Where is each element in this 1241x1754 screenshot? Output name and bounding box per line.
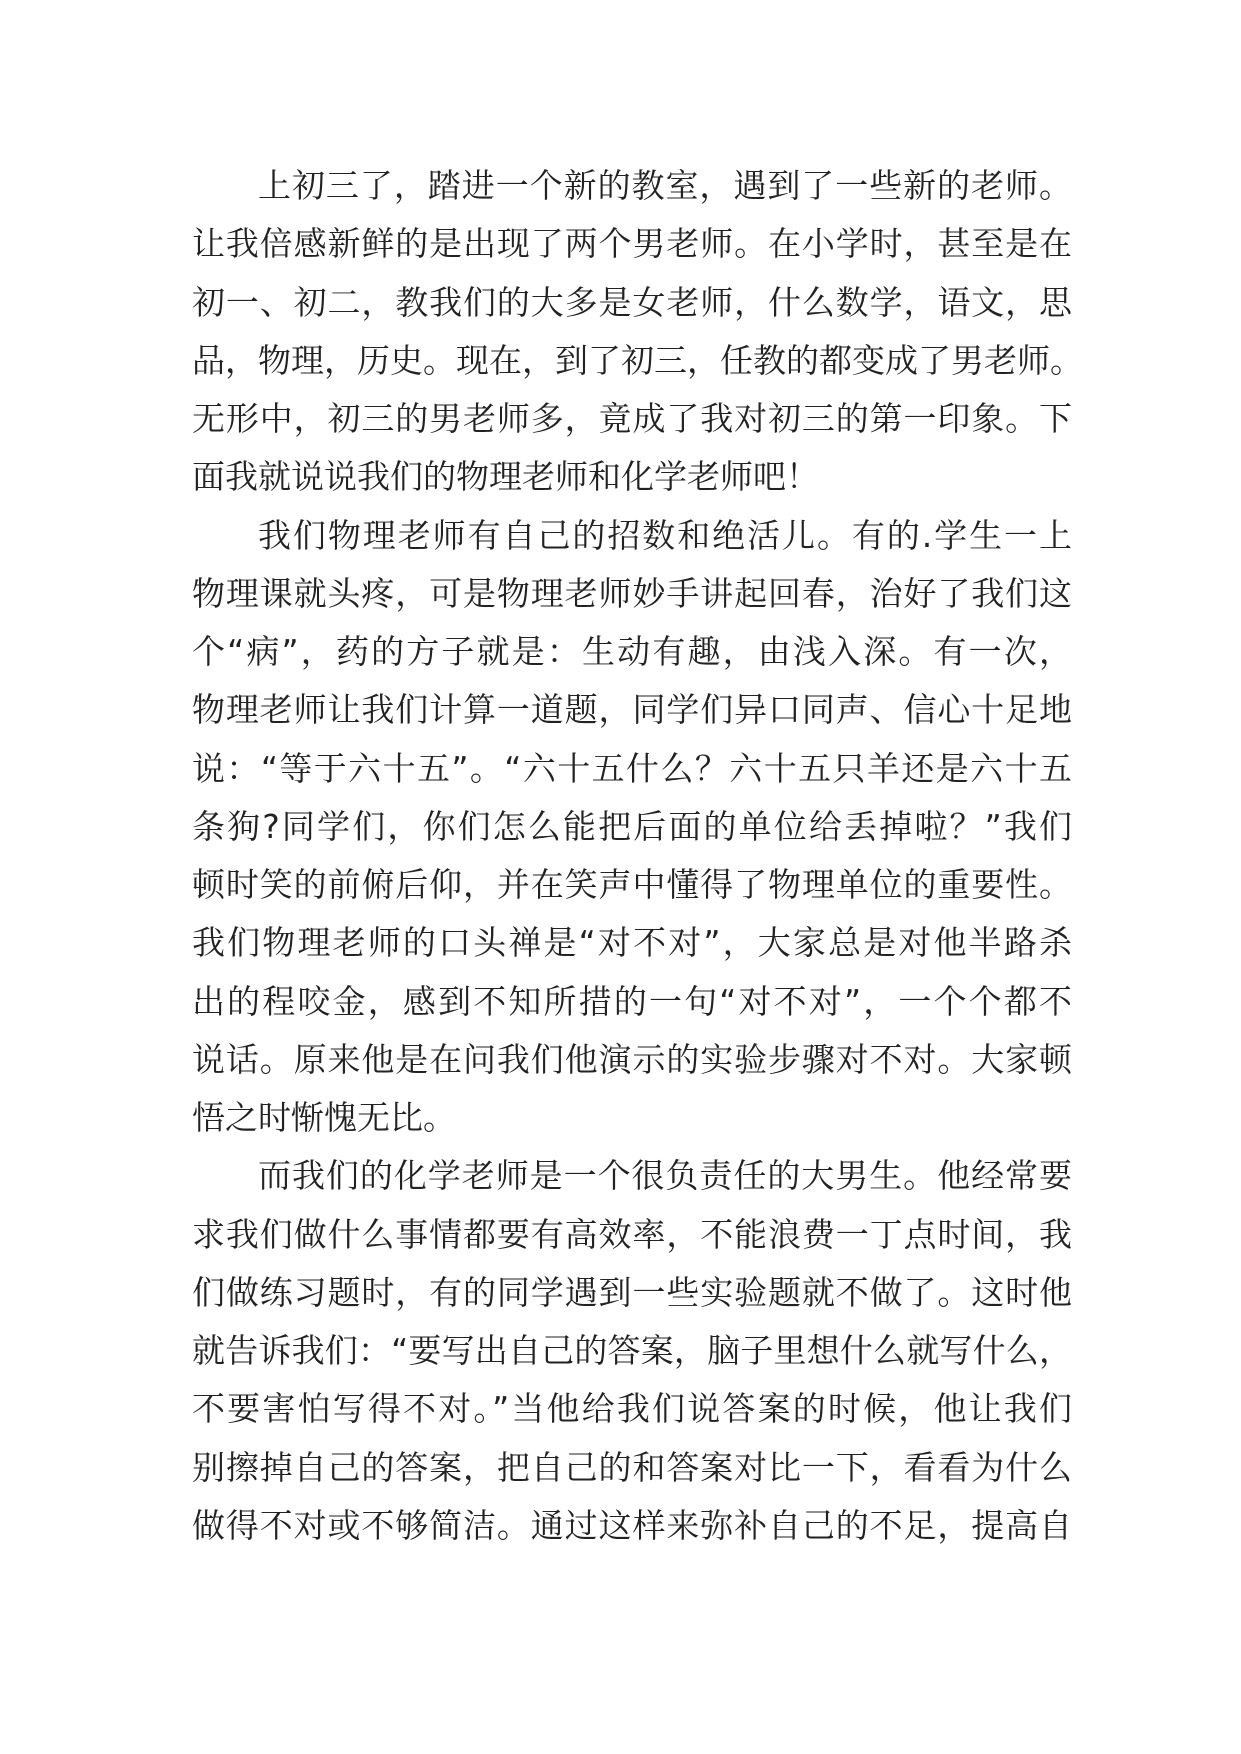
paragraph-2-line-11: 悟之时惭愧无比。: [192, 1098, 456, 1137]
paragraph-1-line-5: 无形中，初三的男老师多，竟成了我对初三的第一印象。下: [192, 399, 1072, 438]
paragraph-1-line-1: 上初三了，踏进一个新的教室，遇到了一些新的老师。: [258, 166, 1072, 205]
paragraph-3-line-6: 别擦掉自己的答案，把自己的和答案对比一下，看看为什么: [192, 1447, 1072, 1487]
paragraph-3-line-1: 而我们的化学老师是一个很负责任的大男生。他经常要: [258, 1156, 1072, 1196]
paragraph-2-line-3: 个“病”，药的方子就是：生动有趣，由浅入深。有一次，: [192, 632, 1072, 671]
paragraph-1-line-6: 面我就说说我们的物理老师和化学老师吧！: [192, 457, 819, 497]
paragraph-3-line-3: 们做练习题时，有的同学遇到一些实验题就不做了。这时他: [192, 1272, 1072, 1312]
paragraph-2-line-6: 条狗?同学们，你们怎么能把后面的单位给丢掉啦？”我们: [192, 806, 1072, 846]
paragraph-1-line-2: 让我倍感新鲜的是出现了两个男老师。在小学时，甚至是在: [192, 224, 1072, 264]
paragraph-2-line-2: 物理课就头疼，可是物理老师妙手讲起回春，治好了我们这: [192, 573, 1072, 613]
paragraph-3-line-7: 做得不对或不够简洁。通过这样来弥补自己的不足，提高自: [192, 1505, 1072, 1545]
paragraph-1-line-4: 品，物理，历史。现在，到了初三，任教的都变成了男老师。: [192, 340, 1083, 380]
paragraph-1-line-3: 初一、初二，教我们的大多是女老师，什么数学，语文，思: [192, 282, 1072, 322]
paragraph-2-line-10: 说话。原来他是在问我们他演示的实验步骤对不对。大家顿: [192, 1039, 1072, 1079]
paragraph-3-line-4: 就告诉我们：“要写出自己的答案，脑子里想什么就写什么，: [192, 1331, 1072, 1370]
paragraph-2-line-1: 我们物理老师有自己的招数和绝活儿。有的.学生一上: [258, 515, 1072, 555]
paragraph-2-line-9: 出的程咬金，感到不知所措的一句“对不对”，一个个都不: [192, 981, 1072, 1021]
paragraph-2-line-7: 顿时笑的前俯后仰，并在笑声中懂得了物理单位的重要性。: [192, 865, 1072, 904]
paragraph-2-line-4: 物理老师让我们计算一道题，同学们异口同声、信心十足地: [192, 690, 1072, 730]
paragraph-2-line-5: 说：“等于六十五”。“六十五什么？六十五只羊还是六十五: [192, 748, 1072, 788]
paragraph-3-line-2: 求我们做什么事情都要有高效率，不能浪费一丁点时间，我: [192, 1214, 1072, 1254]
paragraph-2-line-8: 我们物理老师的口头禅是“对不对”，大家总是对他半路杀: [192, 923, 1072, 963]
document-body: [192, 157, 1083, 1555]
paragraph-3-line-5: 不要害怕写得不对。”当他给我们说答案的时候，他让我们: [192, 1389, 1072, 1429]
